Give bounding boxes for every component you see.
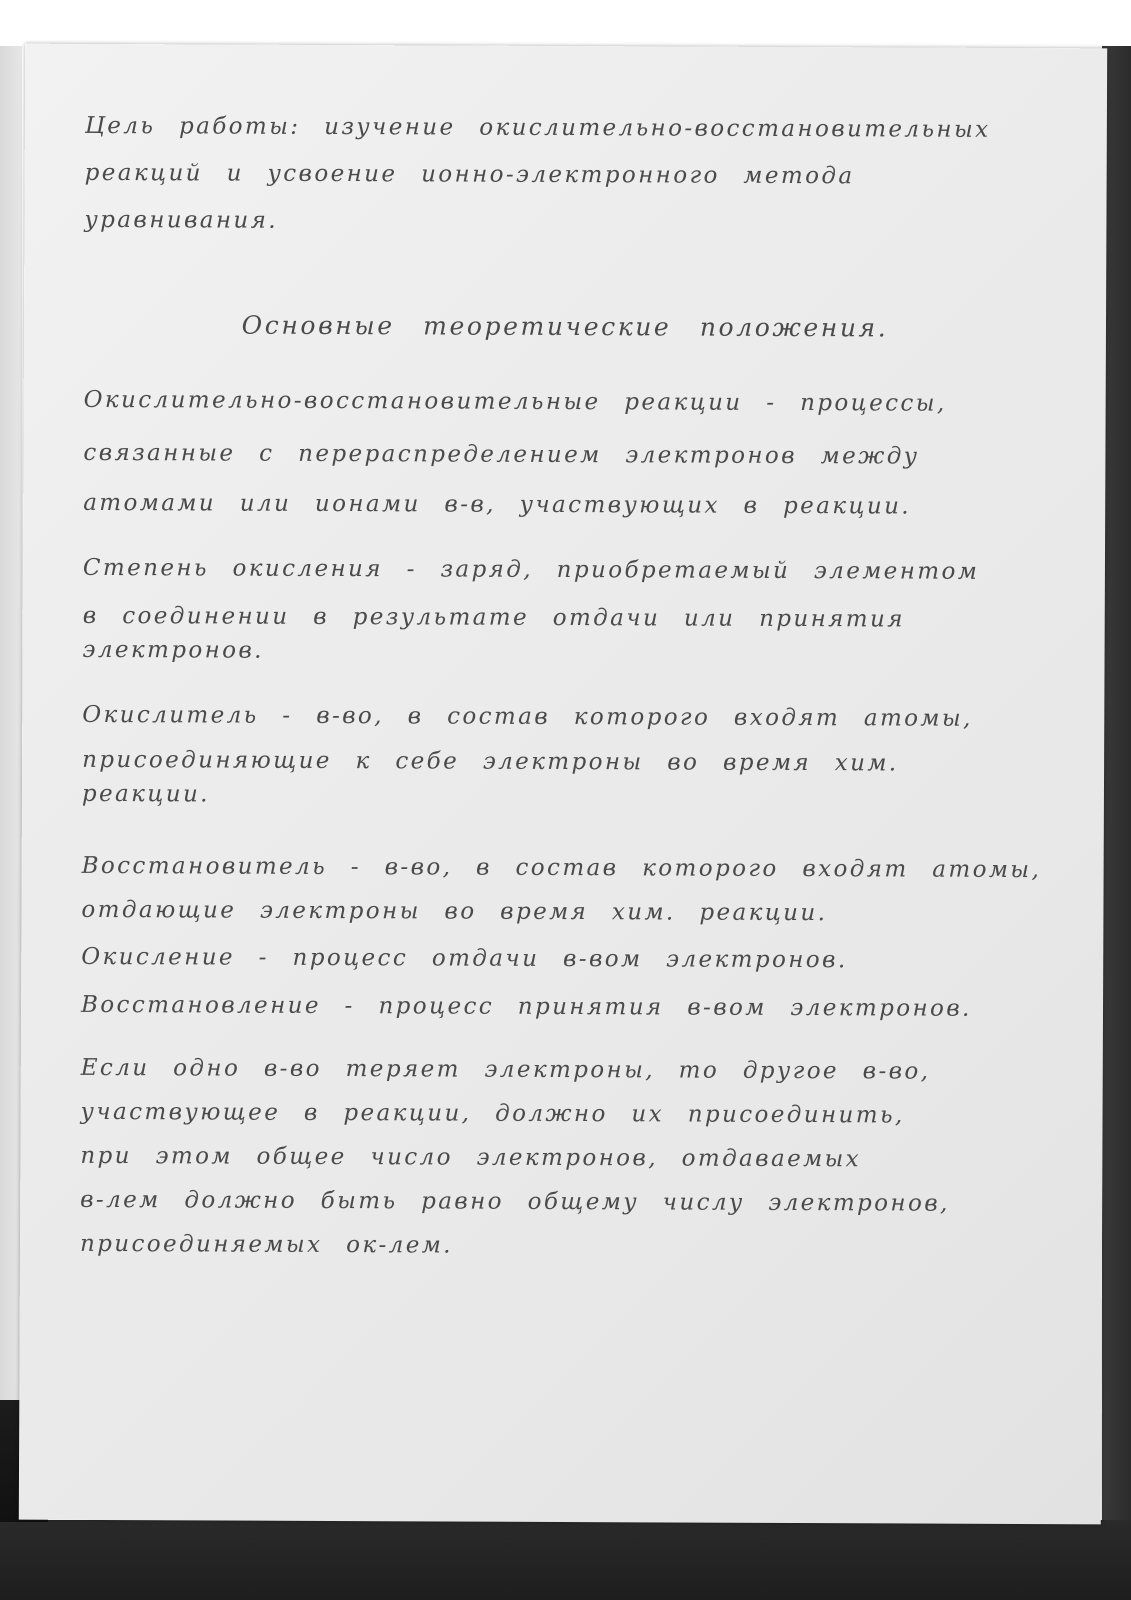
redox-definition-line-2: связанные с перераспределением электронов между (83, 439, 920, 470)
reduction-line: Восстановление - процесс принятия в-вом электронов. (80, 991, 972, 1022)
photo-background-top (0, 0, 1131, 46)
reducer-line-1: Восстановитель - в-во, в состав которого входят атомы, (81, 852, 1042, 884)
section-heading: Основные теоретические положения. (241, 310, 889, 343)
handwritten-sheet (19, 44, 1107, 1525)
electron-balance-line-4: в-лем должно быть равно общему числу электронов, (80, 1186, 950, 1217)
oxidation-line: Окисление - процесс отдачи в-вом электронов. (81, 943, 848, 974)
electron-balance-line-1: Если одно в-во теряет электроны, то другое в-во, (80, 1054, 931, 1085)
oxidation-state-line-3: электронов. (82, 636, 264, 664)
photo-background-left (0, 46, 22, 1526)
oxidation-state-line-2: в соединении в результате отдачи или принятия (82, 602, 905, 633)
photo-background-bottom (0, 1520, 1131, 1600)
electron-balance-line-5: присоединяемых ок-лем. (79, 1230, 453, 1259)
electron-balance-line-2: участвующее в реакции, должно их присоединить, (80, 1098, 905, 1129)
purpose-line-3: уравнивания. (84, 206, 279, 234)
purpose-line-2: реакций и усвоение ионно-электронного метода (84, 159, 855, 190)
photo-background-right (1102, 46, 1131, 1526)
electron-balance-line-3: при этом общее число электронов, отдаваемых (80, 1142, 862, 1173)
redox-definition-line-3: атомами или ионами в-в, участвующих в реакции. (83, 489, 912, 520)
reducer-line-2: отдающие электроны во время хим. реакции. (81, 896, 828, 927)
purpose-line-1: Цель работы: изучение окислительно-восстановительных (84, 112, 991, 143)
oxidation-state-line-1: Степень окисления - заряд, приобретаемый элементом (82, 554, 980, 585)
oxidizer-line-3: реакции. (81, 780, 210, 808)
redox-definition-line-1: Окислительно-восстановительные реакции - процессы, (83, 386, 947, 417)
oxidizer-line-1: Окислитель - в-во, в состав которого входят атомы, (82, 701, 973, 732)
oxidizer-line-2: присоединяющие к себе электроны во время хим. (82, 746, 899, 777)
